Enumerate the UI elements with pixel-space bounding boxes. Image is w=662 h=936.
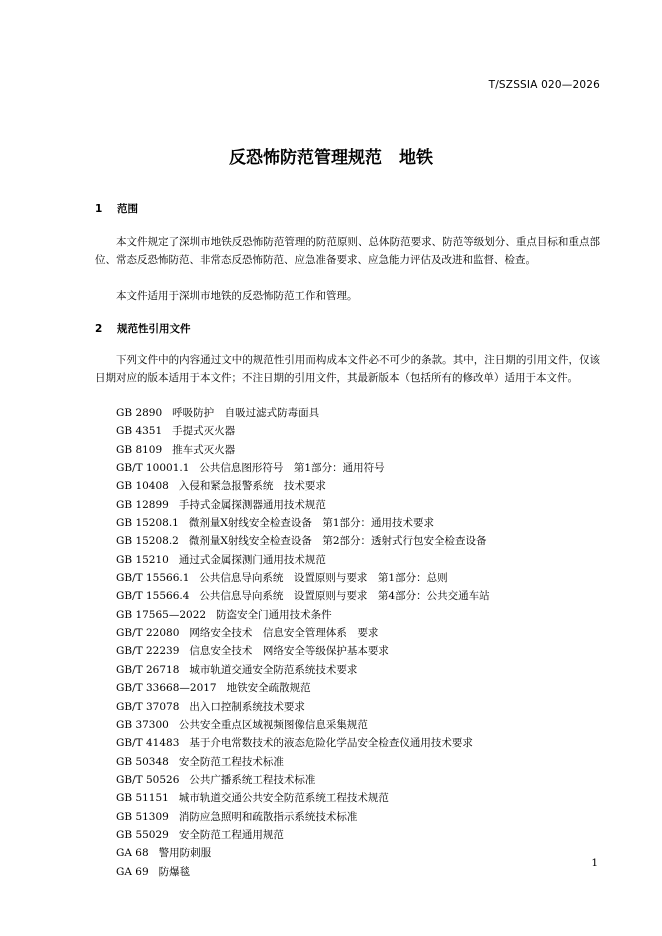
reference-item <box>116 789 490 807</box>
reference-code: GB 51309 <box>116 810 169 823</box>
reference-item <box>116 496 490 514</box>
reference-code: GB 15208.2 <box>116 535 179 548</box>
reference-title: 安全防范工程通用规范 <box>178 828 284 841</box>
reference-code: GB 37300 <box>116 718 169 731</box>
reference-code: GB/T 10001.1 <box>116 462 190 475</box>
reference-item <box>116 422 490 440</box>
reference-code: GB 15210 <box>116 553 169 566</box>
reference-item <box>116 844 490 862</box>
reference-item <box>116 624 490 642</box>
reference-title: 手提式灭火器 <box>172 425 236 438</box>
reference-code: GB/T 15566.1 <box>116 572 190 585</box>
reference-code: GB 4351 <box>116 425 163 438</box>
reference-item <box>116 477 490 495</box>
reference-code: GB/T 37078 <box>116 700 180 713</box>
reference-item <box>116 698 490 716</box>
reference-code: GB/T 26718 <box>116 663 180 676</box>
reference-item <box>116 771 490 789</box>
references-intro-paragraph: 下列文件中的内容通过文中的规范性引用而构成本文件必不可少的条款。其中，注日期的引用文件，仅该日期对应的版本适用于本文件；不注日期的引用文件，其最新版本（包括所有的修改单）适用于本文件。 <box>95 354 600 384</box>
reference-item <box>116 753 490 771</box>
reference-item <box>116 734 490 752</box>
reference-code: GB 50348 <box>116 755 169 768</box>
reference-code: GA 68 <box>116 847 149 860</box>
reference-title: 网络安全技术 信息安全管理体系 要求 <box>189 627 379 640</box>
reference-code: GB/T 41483 <box>116 737 180 750</box>
scope-paragraph-2: 本文件适用于深圳市地铁的反恐怖防范工作和管理。 <box>116 290 358 302</box>
reference-list <box>116 404 490 881</box>
reference-title: 公共信息导向系统 设置原则与要求 第1部分：总则 <box>199 572 448 585</box>
reference-title: 通过式金属探测门通用技术规范 <box>178 553 326 566</box>
reference-title: 信息安全技术 网络安全等级保护基本要求 <box>189 645 389 658</box>
reference-item <box>116 441 490 459</box>
reference-code: GB/T 33668—2017 <box>116 682 217 695</box>
reference-title: 防爆毯 <box>158 865 191 878</box>
reference-title: 出入口控制系统技术要求 <box>189 700 305 713</box>
reference-code: GB 10408 <box>116 480 169 493</box>
reference-item <box>116 716 490 734</box>
reference-item <box>116 587 490 605</box>
reference-item <box>116 642 490 660</box>
reference-item <box>116 532 490 550</box>
reference-title: 城市轨道交通公共安全防范系统工程技术规范 <box>178 792 389 805</box>
reference-title: 城市轨道交通安全防范系统技术要求 <box>189 663 358 676</box>
reference-code: GB 17565—2022 <box>116 608 207 621</box>
reference-item <box>116 459 490 477</box>
reference-title: 警用防刺服 <box>158 847 212 860</box>
reference-title: 防盗安全门通用技术条件 <box>216 608 332 621</box>
section-number: 1 <box>95 203 103 215</box>
reference-item <box>116 606 490 624</box>
reference-title: 地铁安全疏散规范 <box>226 682 311 695</box>
reference-title: 基于介电常数技术的液态危险化学品安全检查仪通用技术要求 <box>189 737 473 750</box>
section-number: 2 <box>95 323 103 335</box>
document-title: 反恐怖防范管理规范 地铁 <box>229 148 433 168</box>
reference-title: 入侵和紧急报警系统 技术要求 <box>178 480 326 493</box>
reference-code: GB/T 15566.4 <box>116 590 190 603</box>
reference-title: 微剂量X射线安全检查设备 第2部分：透射式行包安全检查设备 <box>188 535 487 548</box>
reference-item <box>116 863 490 881</box>
reference-title: 公共信息导向系统 设置原则与要求 第4部分：公共交通车站 <box>199 590 490 603</box>
reference-code: GA 69 <box>116 865 149 878</box>
reference-title: 消防应急照明和疏散指示系统技术标准 <box>178 810 358 823</box>
reference-title: 推车式灭火器 <box>172 443 236 456</box>
reference-title: 呼吸防护 自吸过滤式防毒面具 <box>172 407 320 419</box>
reference-title: 微剂量X射线安全检查设备 第1部分：通用技术要求 <box>188 517 435 530</box>
page-number: 1 <box>591 857 598 869</box>
reference-item <box>116 808 490 826</box>
reference-code: GB 15208.1 <box>116 517 179 530</box>
reference-item <box>116 514 490 532</box>
reference-item <box>116 826 490 844</box>
reference-code: GB 2890 <box>116 407 163 419</box>
reference-item <box>116 569 490 587</box>
reference-item <box>116 661 490 679</box>
reference-item <box>116 404 490 422</box>
reference-code: GB/T 22080 <box>116 627 180 640</box>
scope-paragraph-1: 本文件规定了深圳市地铁反恐怖防范管理的防范原则、总体防范要求、防范等级划分、重点目标和重点部位、常态反恐怖防范、非常态反恐怖防范、应急准备要求、应急能力评估及改进和监督、检查。 <box>95 236 600 266</box>
section-heading-scope <box>95 201 138 216</box>
reference-title: 公共安全重点区域视频图像信息采集规范 <box>178 718 368 731</box>
reference-code: GB 55029 <box>116 828 169 841</box>
reference-title: 手持式金属探测器通用技术规范 <box>178 498 326 511</box>
document-code: T/SZSSIA 020—2026 <box>488 79 600 91</box>
reference-title: 公共广播系统工程技术标准 <box>189 773 316 786</box>
reference-title: 公共信息图形符号 第1部分：通用符号 <box>199 462 385 475</box>
reference-item <box>116 679 490 697</box>
section-title: 规范性引用文件 <box>117 323 191 335</box>
section-heading-normative-references <box>95 321 191 336</box>
reference-code: GB/T 50526 <box>116 773 180 786</box>
reference-code: GB 12899 <box>116 498 169 511</box>
reference-code: GB 51151 <box>116 792 169 805</box>
reference-item <box>116 551 490 569</box>
reference-code: GB 8109 <box>116 443 163 456</box>
section-title: 范围 <box>117 203 138 215</box>
reference-title: 安全防范工程技术标准 <box>178 755 284 768</box>
reference-code: GB/T 22239 <box>116 645 180 658</box>
